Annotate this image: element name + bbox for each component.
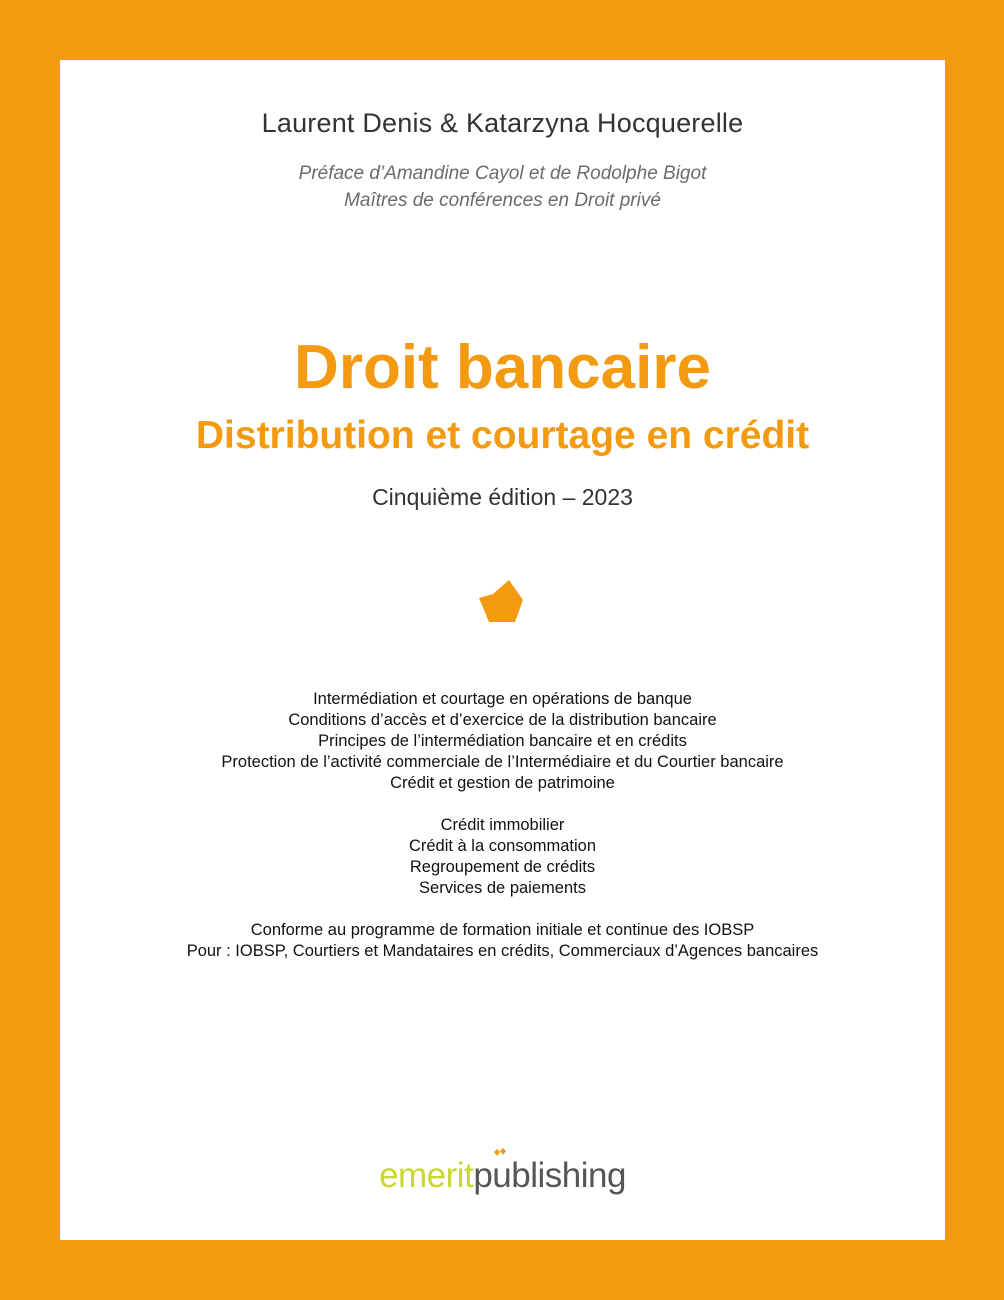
book-title: Droit bancaire (294, 333, 711, 402)
spacer (60, 794, 945, 815)
book-subtitle: Distribution et courtage en crédit (195, 414, 810, 457)
audience-line: Conforme au programme de formation initiale et continue des IOBSP (250, 921, 755, 939)
spacer (60, 899, 945, 920)
topic-item: Regroupement de crédits (409, 858, 596, 876)
publisher-logo (60, 1156, 945, 1196)
topic-item: Crédit à la consommation (408, 837, 597, 855)
logo-emerit: emerit (379, 1156, 474, 1195)
topic-item: Conditions d’accès et d’exercice de la distribution bancaire (288, 711, 717, 729)
preface (60, 160, 945, 214)
topic-item: Crédit immobilier (440, 816, 565, 834)
orange-leaf-ornament-icon (479, 580, 525, 624)
topic-item: Protection de l’activité commerciale de l’Intermédiaire et du Courtier bancaire (221, 753, 784, 771)
topic-item: Intermédiation et courtage en opérations de banque (313, 690, 692, 708)
topics-list (60, 689, 945, 962)
book-cover (60, 60, 945, 1240)
preface-line-2: Maîtres de conférences en Droit privé (344, 190, 661, 211)
topic-item: Services de paiements (419, 879, 586, 897)
topic-item: Crédit et gestion de patrimoine (390, 774, 615, 792)
audience-line: Pour : IOBSP, Courtiers et Mandataires en crédits, Commerciaux d’Agences bancaires (186, 942, 819, 960)
edition: Cinquième édition – 2023 (372, 484, 633, 510)
logo-publishing: publishing (473, 1156, 626, 1195)
authors: Laurent Denis & Katarzyna Hocquerelle (261, 108, 744, 138)
preface-line-1: Préface d’Amandine Cayol et de Rodolphe Bigot (298, 163, 707, 184)
topic-item: Principes de l’intermédiation bancaire et en crédits (318, 732, 687, 750)
